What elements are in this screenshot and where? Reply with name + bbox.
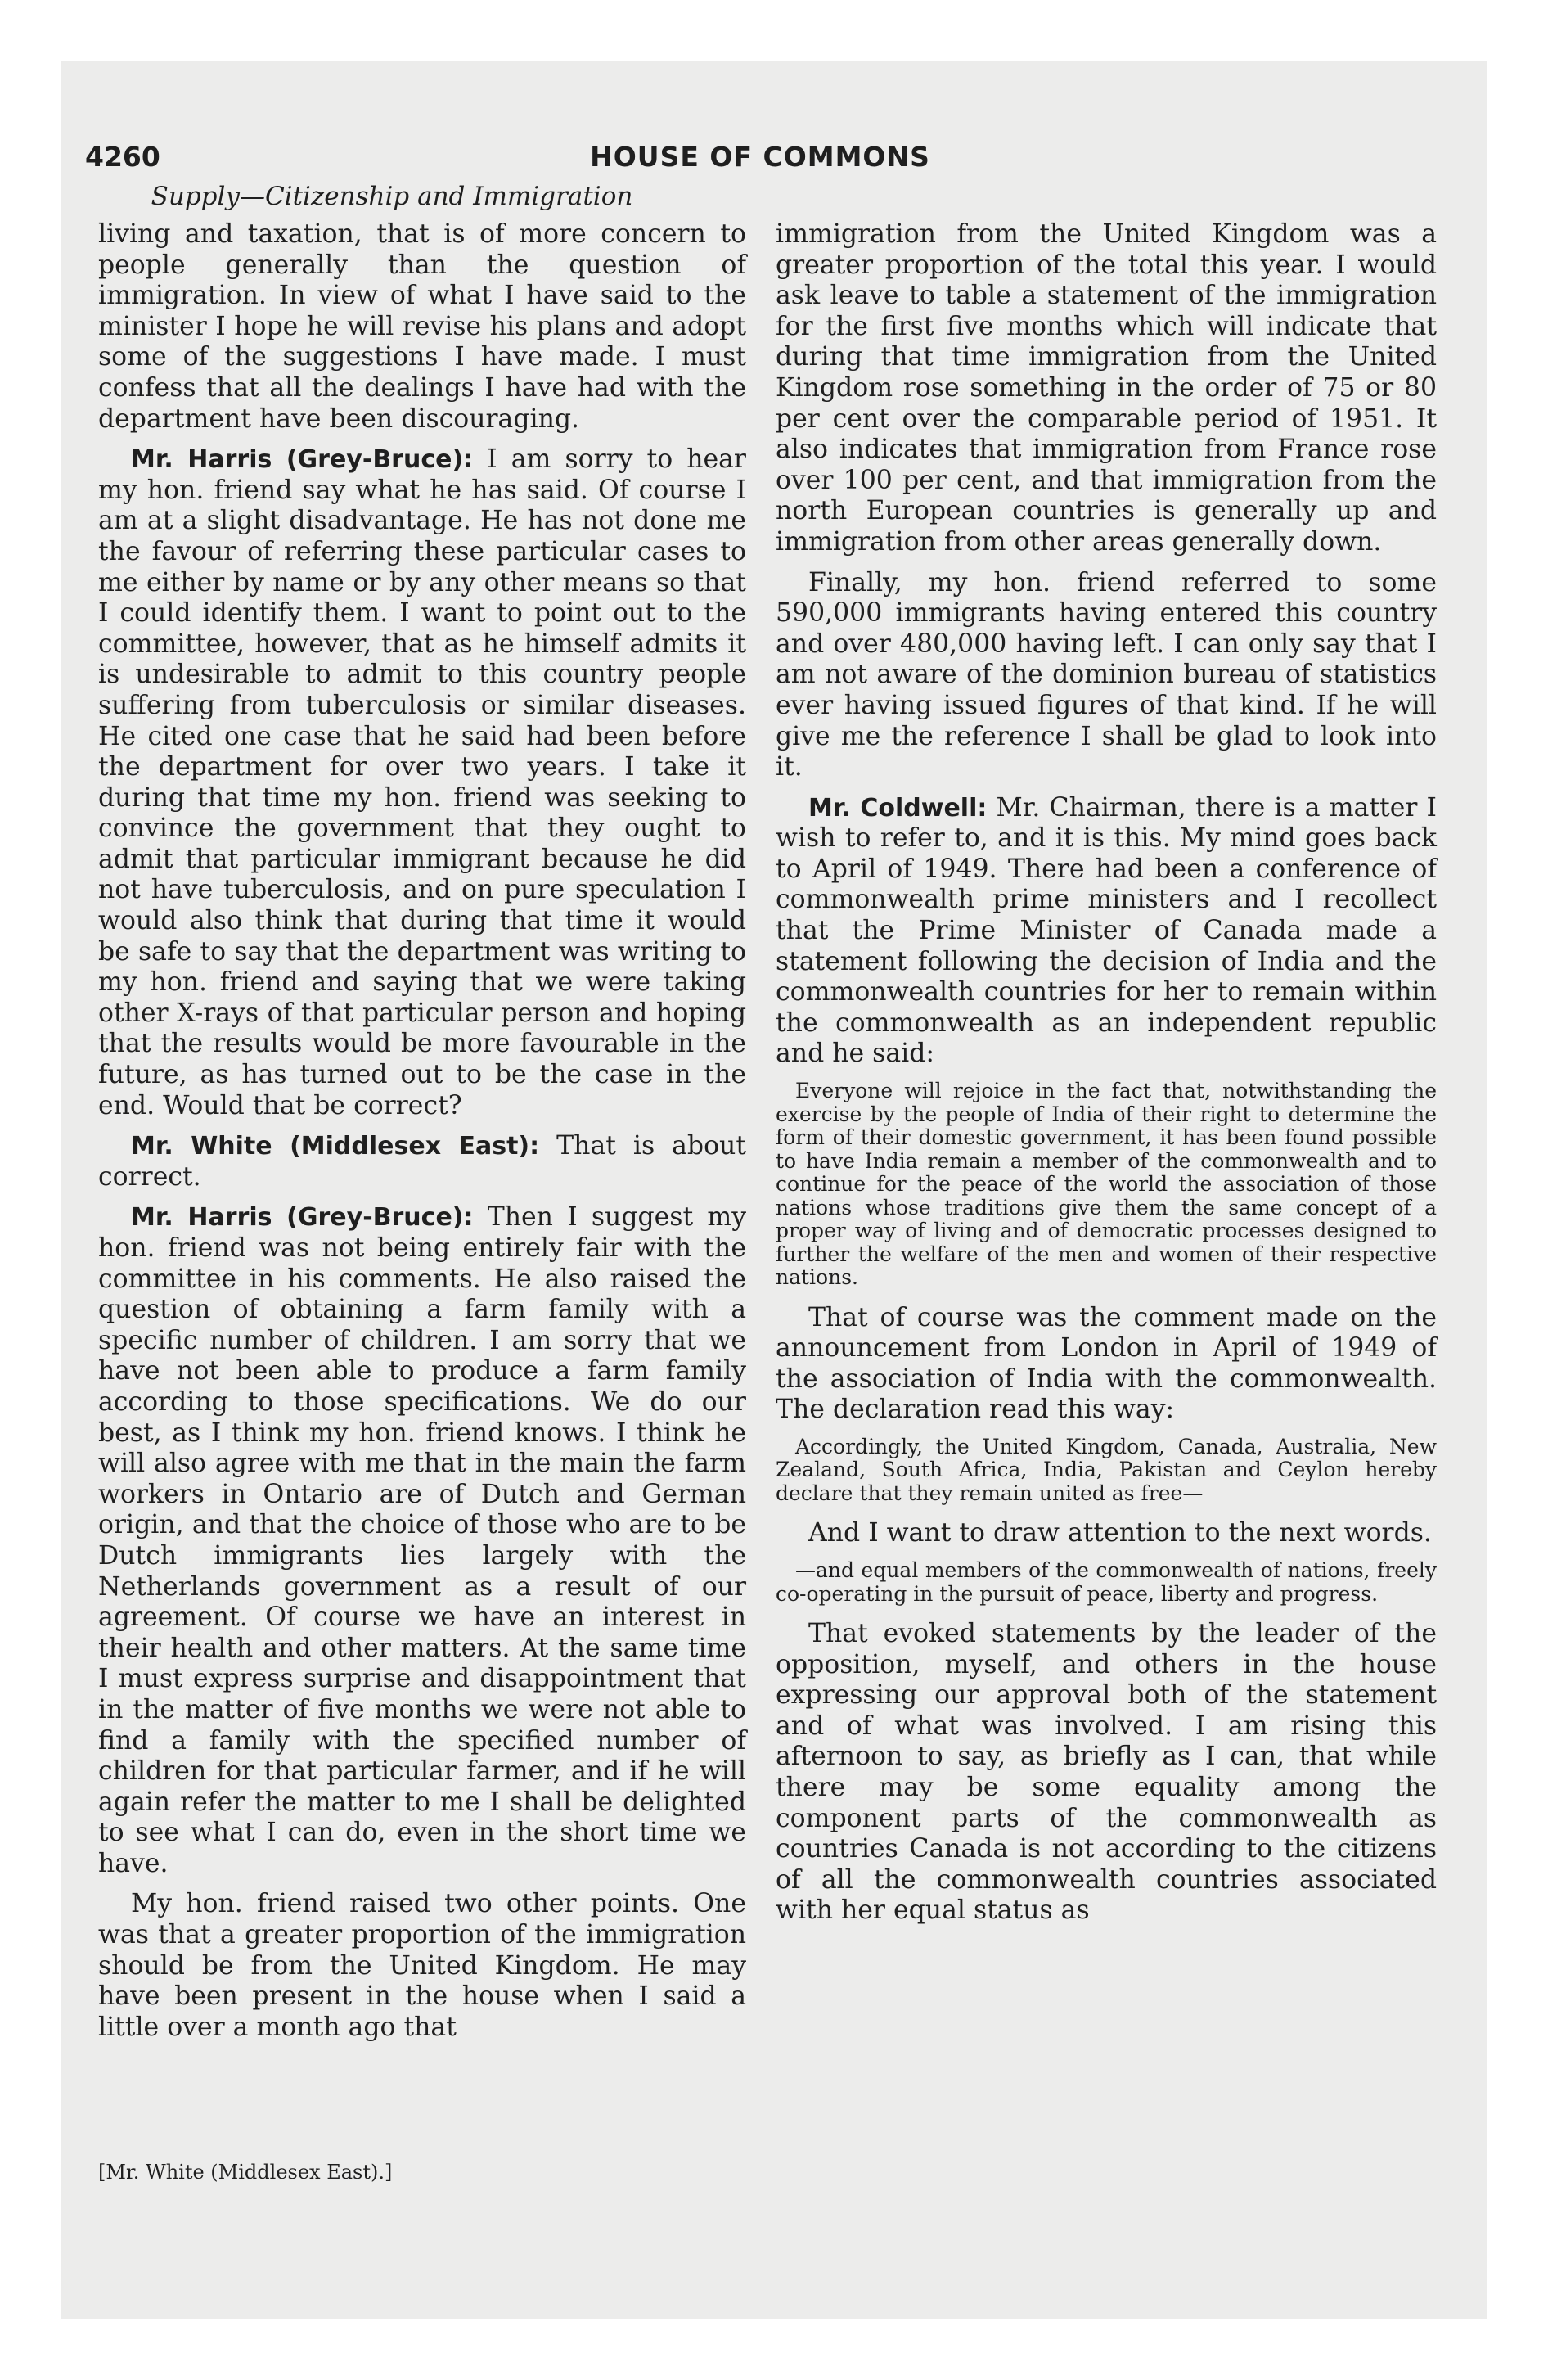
speaker-name: Mr. Harris (Grey-Bruce):	[131, 1203, 474, 1233]
paragraph: That of course was the comment made on the announcement from London in April of 1949 of the association of India with the commonwealth. The declaration read this way:	[776, 1302, 1437, 1425]
speech-paragraph	[98, 1202, 746, 1879]
left-column	[98, 219, 746, 2053]
quotation: Accordingly, the United Kingdom, Canada, Australia, New Zealand, South Africa, India, Pakistan and Ceylon hereby declare that they remain united as free—	[776, 1434, 1437, 1505]
speech-paragraph	[776, 793, 1437, 1070]
paragraph: And I want to draw attention to the next words.	[808, 1518, 1432, 1548]
speech-paragraph	[98, 1131, 746, 1192]
right-column	[776, 219, 1437, 1936]
speaker-footnote: [Mr. White (Middlesex East).]	[98, 2161, 393, 2184]
speaker-name: Mr. Harris (Grey-Bruce):	[131, 445, 474, 475]
page-number: 4260	[85, 141, 160, 173]
section-subtitle: Supply—Citizenship and Immigration	[151, 182, 633, 211]
page-header	[85, 141, 1435, 180]
paragraph: Finally, my hon. friend referred to some 590,000 immigrants having entered this country and over 480,000 having left. I can only say that I am not aware of the dominion bureau of statistics ever having issued figures of that kind. If he will give me the reference I shall be glad to look into it.	[776, 567, 1437, 782]
speech-text: I am sorry to hear my hon. friend say what he has said. Of course I am at a slight disadvantage. He has not done me the favour of referring these particular cases to me either by name or by any other means so that I could identify them. I want to point out to the committee, however, that as he himself admits it is undesirable to admit to this country people suffering from tuberculosis or similar diseases. He cited one case that he said had been before the department for over two years. I take it during that time my hon. friend was seeking to convince the government that they ought to admit that particular immigrant because he did not have tuberculosis, and on pure speculation I would also think that during that time it would be safe to say that the department was writing to my hon. friend and saying that we were taking other X-rays of that particular person and hoping that the results would be more favourable in the future, as has turned out to be the case in the end. Would that be correct?	[98, 444, 746, 1120]
quotation: Everyone will rejoice in the fact that, notwithstanding the exercise by the people of India of their right to determine the form of their domestic government, it has been found possible to have India remain a member of the commonwealth and to continue for the peace of the world the association of those nations whose traditions give them the same concept of a proper way of living and of democratic processes designed to further the welfare of the men and women of their respective nations.	[776, 1079, 1437, 1290]
speaker-name: Mr. White (Middlesex East):	[131, 1132, 540, 1161]
paragraph: My hon. friend raised two other points. One was that a greater proportion of the immigration should be from the United Kingdom. He may have been present in the house when I said a little over a month ago that	[98, 1889, 746, 2042]
speech-text: That is about correct.	[98, 1131, 746, 1192]
paragraph: living and taxation, that is of more concern to people generally than the question of immigration. In view of what I have said to the minister I hope he will revise his plans and adopt some of the suggestions I have made. I must confess that all the dealings I have had with the department have been discouraging.	[98, 219, 746, 434]
speech-text: Then I suggest my hon. friend was not being entirely fair with the committee in his comments. He also raised the question of obtaining a farm family with a specific number of children. I am sorry that we have not been able to produce a farm family according to those specifications. We do our best, as I think my hon. friend knows. I think he will also agree with me that in the main the farm workers in Ontario are of Dutch and German origin, and that the choice of those who are to be Dutch immigrants lies largely with the Netherlands government as a result of our agreement. Of course we have an interest in their health and other matters. At the same time I must express surprise and disappointment that in the matter of five months we were not able to find a family with the specified number of children for that particular farmer, and if he will again refer the matter to me I shall be delighted to see what I can do, even in the short time we have.	[98, 1202, 747, 1878]
speech-text: Mr. Chairman, there is a matter I wish to refer to, and it is this. My mind goes back to April of 1949. There had been a conference of commonwealth prime ministers and I recollect that the Prime Minister of Canada made a statement following the decision of India and the commonwealth countries for her to remain within the commonwealth as an independent republic and he said:	[776, 792, 1437, 1069]
speaker-name: Mr. Coldwell:	[808, 793, 988, 823]
speech-paragraph	[98, 444, 746, 1121]
quotation: —and equal members of the commonwealth of nations, freely co-operating in the pursuit of peace, liberty and progress.	[776, 1558, 1437, 1606]
page-title: HOUSE OF COMMONS	[590, 141, 930, 173]
paragraph: immigration from the United Kingdom was a greater proportion of the total this year. I would ask leave to table a statement of the immigration for the first five months which will indicate that during that time immigration from the United Kingdom rose something in the order of 75 or 80 per cent over the comparable period of 1951. It also indicates that immigration from France rose over 100 per cent, and that immigration from the north European countries is generally up and immigration from other areas generally down.	[776, 219, 1437, 557]
paragraph: That evoked statements by the leader of the opposition, myself, and others in the house expressing our approval both of the statement and of what was involved. I am rising this afternoon to say, as briefly as I can, that while there may be some equality among the component parts of the commonwealth as countries Canada is not according to the citizens of all the commonwealth countries associated with her equal status as	[776, 1619, 1437, 1926]
